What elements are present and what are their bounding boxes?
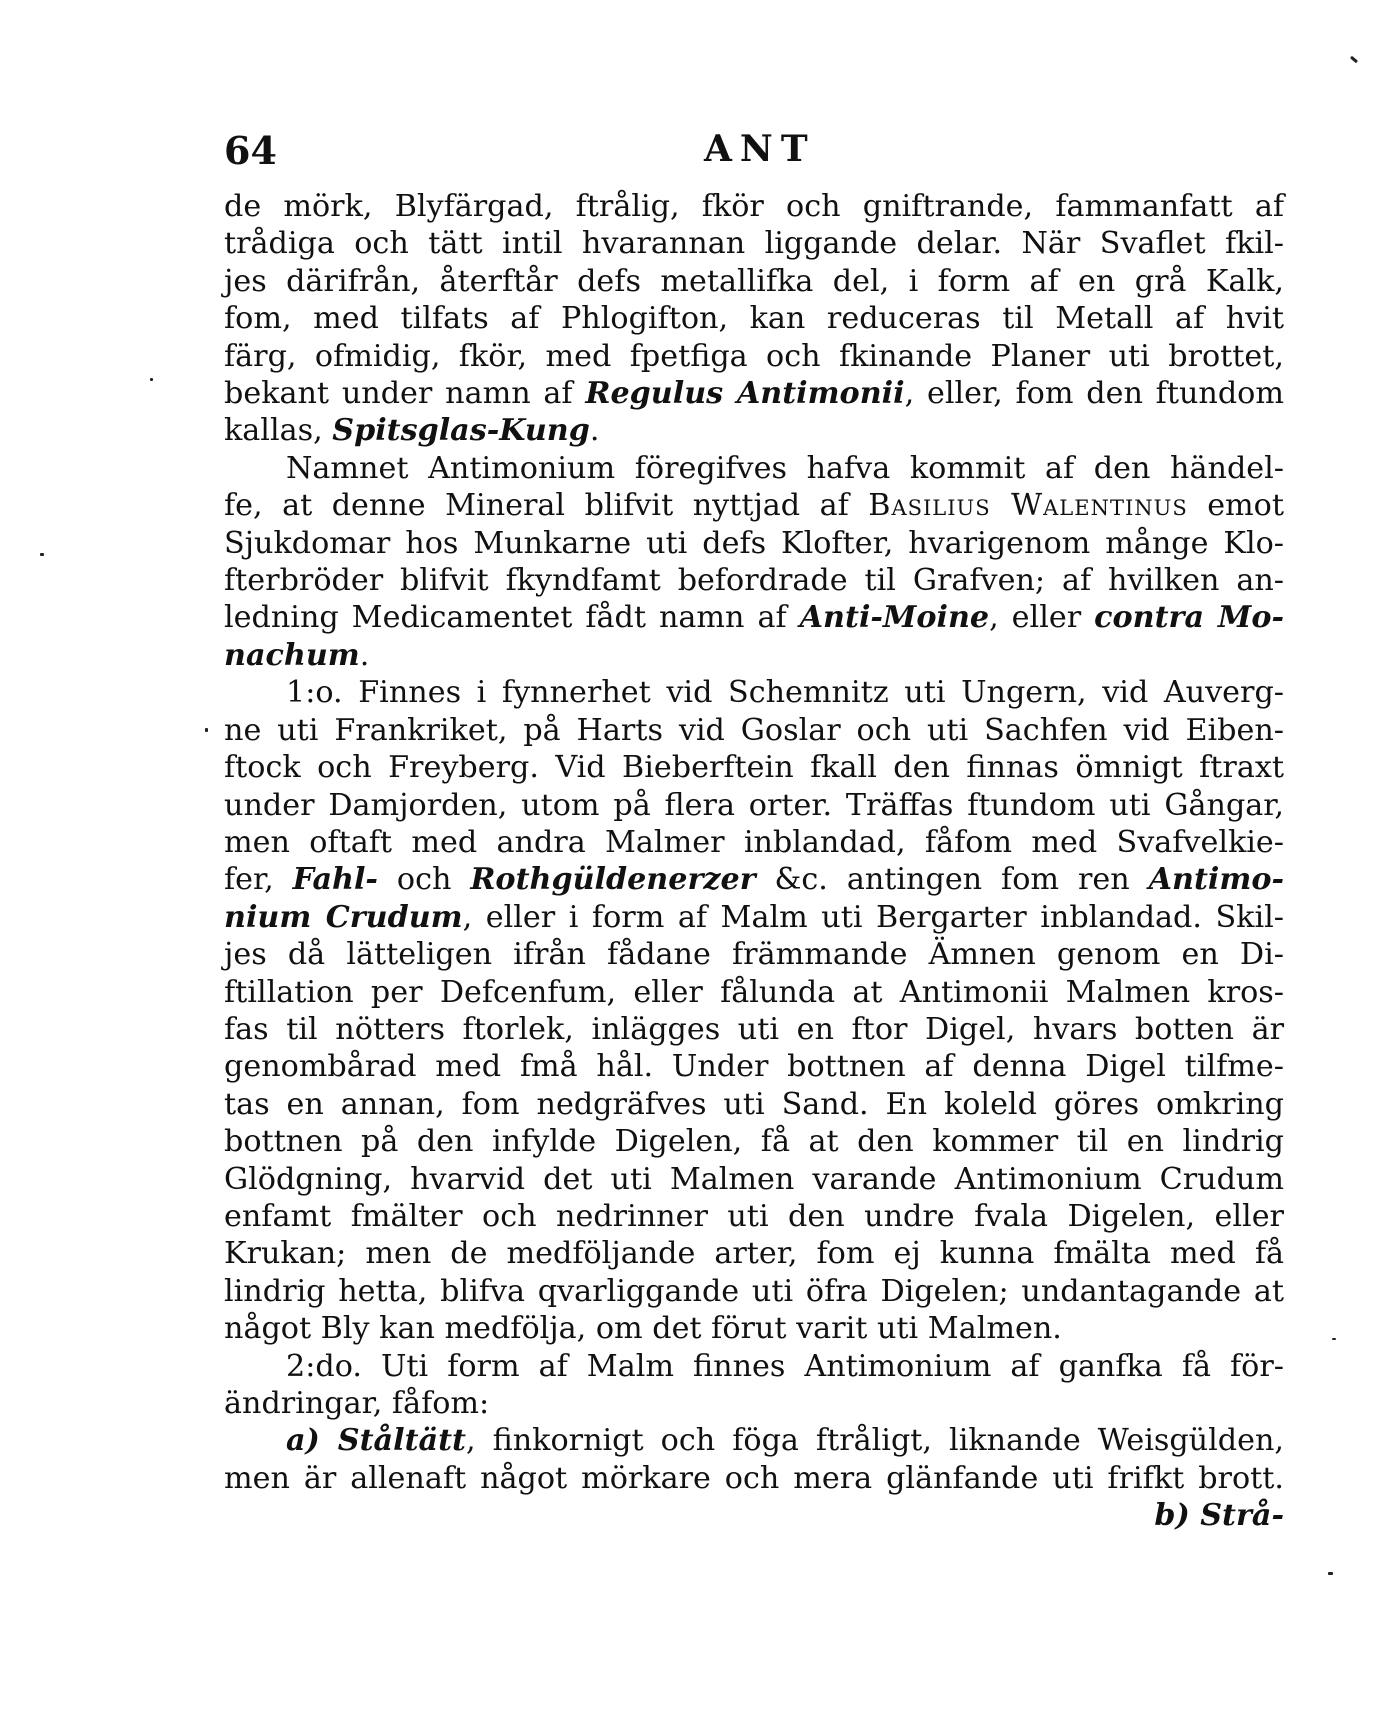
page-number: 64: [224, 128, 277, 173]
term: Anti-Moine: [799, 600, 990, 636]
text-line: fom, med tilfats af Phlogifton, kan reduceras til Metall af hvit: [224, 301, 1284, 337]
list-marker: b): [1154, 1498, 1201, 1534]
text-line: bottnen på den infylde Digelen, få at den kommer til en lindrig: [224, 1124, 1284, 1160]
term: Ståltätt: [337, 1423, 466, 1459]
catchword: [224, 1497, 1284, 1534]
running-head: ANT: [704, 128, 816, 170]
text-line: men oftaft med andra Malmer inblandad, fåfom med Svafvelkie-: [224, 824, 1284, 860]
term: Spitsglas-Kung: [332, 413, 590, 449]
text-line: fas til nötters ftorlek, inlägges uti en ftor Digel, hvars botten är: [224, 1011, 1284, 1047]
text-line: fe, at denne Mineral blifvit nyttjad af Basilius Walentinus emot: [224, 488, 1284, 524]
text-line: ne uti Frankriket, på Harts vid Goslar och uti Sachfen vid Eiben-: [224, 712, 1284, 748]
text-line: jes därifrån, återftår defs metallifka del, i form af en grå Kalk,: [224, 263, 1284, 299]
latin-term: nium Crudum: [224, 899, 463, 935]
term: Rothgüldenerzer: [470, 862, 756, 898]
text-line: färg, ofmidig, fkör, med fpetfiga och fkinande Planer uti brottet,: [224, 338, 1284, 374]
latin-term: nachum: [224, 637, 360, 673]
scan-speck: [150, 378, 153, 381]
text-line: genombårad med fmå hål. Under bottnen af denna Digel tilfme-: [224, 1049, 1284, 1085]
latin-term: Regulus Antimonii: [585, 376, 905, 412]
scan-speck: [1328, 1572, 1333, 1575]
text-line: ledning Medicamentet fådt namn af Anti-Moine, eller contra Mo-: [224, 600, 1284, 636]
latin-term: Antimo-: [1148, 862, 1284, 898]
text-line: ftillation per Defcenfum, eller fålunda at Antimonii Malmen kros-: [224, 974, 1284, 1010]
text-line: ftock och Freyberg. Vid Bieberftein fkall den finnas ömnigt ftraxt: [224, 750, 1284, 786]
text-line: tas en annan, fom nedgräfves uti Sand. En koleld göres omkring: [224, 1086, 1284, 1122]
scan-speck: [1350, 56, 1358, 63]
text-line: något Bly kan medfölja, om det förut varit uti Malmen.: [224, 1311, 1062, 1347]
scan-speck: [40, 553, 44, 556]
text-line: Krukan; men de medföljande arter, fom ej kunna fmälta med få: [224, 1236, 1284, 1272]
scan-speck: [205, 728, 208, 732]
body-text: [224, 188, 1284, 1535]
text-line: nachum.: [224, 637, 370, 673]
text-line: nium Crudum, eller i form af Malm uti Bergarter inblandad. Skil-: [224, 899, 1284, 935]
term: Strå-: [1200, 1498, 1284, 1534]
text-line: enfamt fmälter och nedrinner uti den undre fvala Digelen, eller: [224, 1198, 1284, 1234]
person-name: Basilius Walentinus: [868, 488, 1188, 524]
book-page: [224, 128, 1284, 1535]
text-line: bekant under namn af Regulus Antimonii, eller, fom den ftundom: [224, 376, 1284, 412]
text-line: de mörk, Blyfärgad, ftrålig, fkör och gniftrande, fammanfatt af: [224, 189, 1284, 224]
text-line: lindrig hetta, blifva qvarliggande uti öfra Digelen; undantagande at: [224, 1273, 1284, 1309]
page-header: [224, 128, 1284, 188]
latin-term: contra Mo-: [1094, 600, 1284, 636]
text-line: 2:do. Uti form af Malm finnes Antimonium af ganfka få för-: [286, 1348, 1284, 1384]
text-line: ändringar, fåfom:: [224, 1386, 490, 1421]
text-line: under Damjorden, utom på flera orter. Träffas ftundom uti Gångar,: [224, 787, 1284, 823]
scan-speck: [1332, 1338, 1336, 1340]
list-marker: a): [286, 1423, 338, 1459]
text-line: fterbröder blifvit fkyndfamt befordrade til Grafven; af hvilken an-: [224, 563, 1284, 599]
text-line: Namnet Antimonium föregifves hafva kommit af den händel-: [286, 450, 1284, 486]
text-line: Glödgning, hvarvid det uti Malmen varande Antimonium Crudum: [224, 1161, 1284, 1197]
term: Fahl-: [292, 862, 378, 898]
text-line: Sjukdomar hos Munkarne uti defs Klofter, hvarigenom månge Klo-: [224, 525, 1284, 561]
text-line: fer, Fahl- och Rothgüldenerzer &c. antingen fom ren Antimo-: [224, 862, 1284, 898]
text-line: trådiga och tätt intil hvarannan liggande delar. När Svaflet fkil-: [224, 226, 1284, 262]
text-line: a) Ståltätt, finkornigt och föga ftråligt, liknande Weisgülden,: [286, 1423, 1284, 1459]
text-line: men är allenaft något mörkare och mera glänfande uti frifkt brott.: [224, 1460, 1284, 1496]
text-line: kallas, Spitsglas-Kung.: [224, 413, 600, 449]
text-line: jes då lätteligen ifrån fådane främmande Ämnen genom en Di-: [224, 937, 1284, 973]
text-line: 1:o. Finnes i fynnerhet vid Schemnitz uti Ungern, vid Auverg-: [286, 675, 1284, 711]
